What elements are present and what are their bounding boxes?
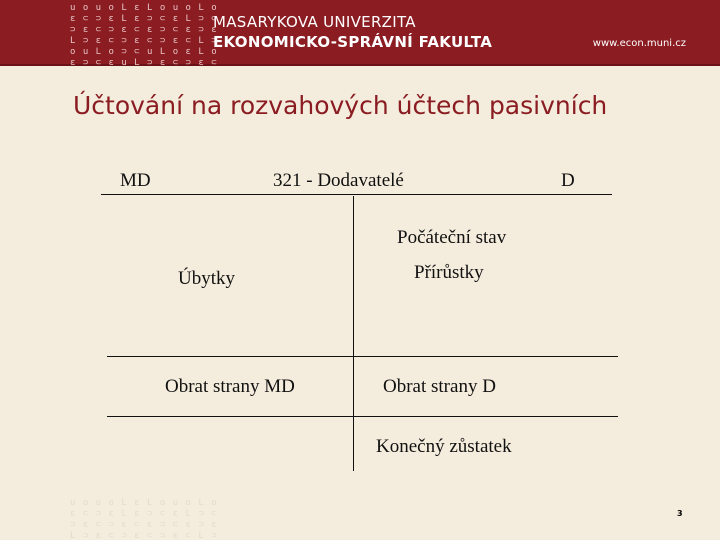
- credit-side-label: D: [561, 170, 575, 191]
- page-number: 3: [677, 509, 683, 518]
- credit-turnover-label: Obrat strany D: [383, 376, 496, 397]
- university-name: MASARYKOVA UNIVERZITA: [213, 13, 416, 31]
- opening-balance-label: Počáteční stav: [397, 227, 507, 248]
- account-name: 321 - Dodavatelé: [273, 170, 404, 191]
- decreases-label: Úbytky: [178, 268, 235, 289]
- website-url[interactable]: www.econ.muni.cz: [592, 38, 686, 49]
- university-pattern-logo: u o u o L ε L o u o L o ε ⊂ ⊃ ε L ε ⊃ ⊂ ε L ⊃ ⊂ ⊃ ε ⊂ ⊃ ε ⊂ ε ⊃ ⊂ ε ⊃ ε L ⊃ ε ⊂ ⊃ ε ⊂ ⊃ ε ⊂ L ⊃ o u L o ⊃ ⊂ u L o ε L o ε ⊃ ⊂ ε u L ⊃ ε ⊂ ⊃ ε ⊂: [70, 3, 218, 68]
- debit-side-label: MD: [120, 170, 151, 191]
- account-header-line: [101, 194, 612, 195]
- closing-balance-label: Konečný zůstatek: [376, 436, 512, 457]
- turnover-bottom-line: [107, 416, 618, 417]
- account-center-line: [353, 196, 354, 471]
- debit-turnover-label: Obrat strany MD: [165, 376, 295, 397]
- footer-pattern-logo: u o u o L ε L o u o L o ε ⊂ ⊃ ε L ε ⊃ ⊂ ε L ⊃ ⊂ ⊃ ε ⊂ ⊃ ε ⊂ ε ⊃ ⊂ ε ⊃ ε L ⊃ ε ⊂ ⊃ ε ⊂ ⊃ ε ⊂ L ⊃: [70, 498, 218, 540]
- increases-label: Přírůstky: [414, 262, 484, 283]
- slide-title: Účtování na rozvahových účtech pasivních: [73, 91, 608, 120]
- faculty-name: EKONOMICKO-SPRÁVNÍ FAKULTA: [213, 33, 493, 51]
- turnover-top-line: [107, 356, 618, 357]
